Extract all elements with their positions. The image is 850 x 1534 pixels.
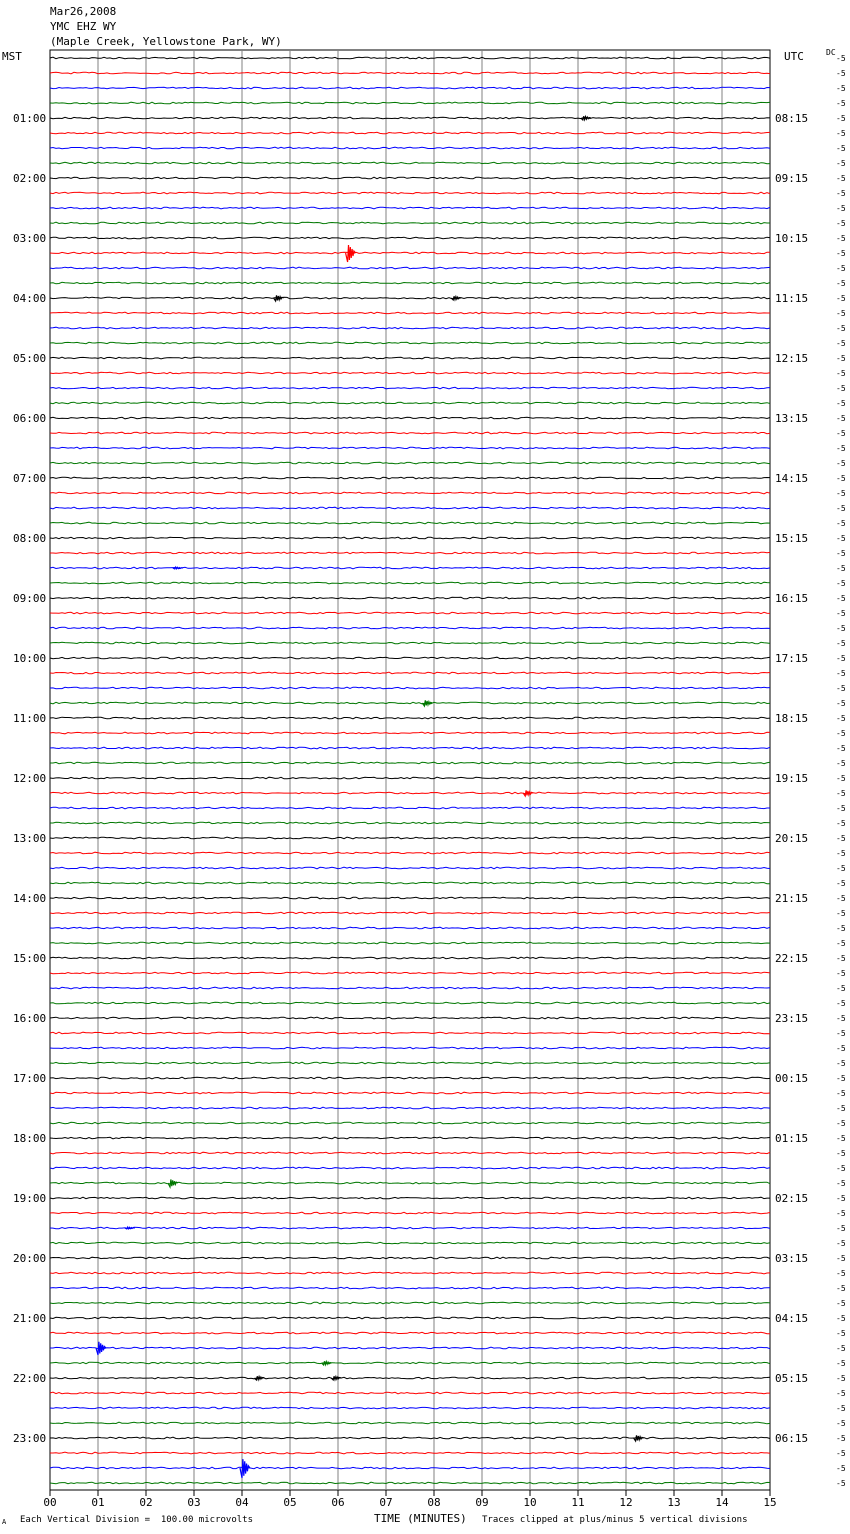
seismic-trace xyxy=(50,357,770,359)
trace-scale-label: -5 xyxy=(836,489,846,498)
seismic-trace xyxy=(50,1272,770,1274)
seismic-trace xyxy=(50,1467,770,1469)
trace-scale-label: -5 xyxy=(836,879,846,888)
seismic-trace xyxy=(50,987,770,989)
seismic-trace xyxy=(50,312,770,314)
left-hour-label: 11:00 xyxy=(13,712,47,725)
seismic-trace xyxy=(50,237,770,239)
seismic-trace xyxy=(50,1047,770,1049)
left-hour-label: 03:00 xyxy=(13,232,47,245)
left-hour-label: 08:00 xyxy=(13,532,47,545)
seismic-trace xyxy=(50,1332,770,1334)
trace-scale-label: -5 xyxy=(836,1104,846,1113)
trace-scale-label: -5 xyxy=(836,924,846,933)
seismic-trace xyxy=(50,432,770,434)
seismic-trace xyxy=(50,252,770,254)
seismic-trace xyxy=(50,297,770,299)
trace-scale-label: -5 xyxy=(836,729,846,738)
seismic-trace xyxy=(50,717,770,719)
left-hour-label: 22:00 xyxy=(13,1372,47,1385)
trace-scale-label: -5 xyxy=(836,1449,846,1458)
seismic-trace xyxy=(50,1287,770,1289)
x-axis-title: TIME (MINUTES) xyxy=(374,1512,467,1525)
trace-scale-label: -5 xyxy=(836,399,846,408)
trace-scale-label: -5 xyxy=(836,894,846,903)
trace-scale-label: -5 xyxy=(836,384,846,393)
trace-scale-label: -5 xyxy=(836,804,846,813)
x-tick-label: 01 xyxy=(91,1496,105,1509)
trace-scale-label: -5 xyxy=(836,159,846,168)
trace-scale-label: -5 xyxy=(836,1089,846,1098)
trace-scale-label: -5 xyxy=(836,669,846,678)
trace-scale-label: -5 xyxy=(836,114,846,123)
seismic-trace xyxy=(50,792,770,794)
seismic-trace xyxy=(50,1302,770,1304)
trace-scale-label: -5 xyxy=(836,129,846,138)
trace-scale-label: -5 xyxy=(836,1134,846,1143)
right-hour-label: 22:15 xyxy=(775,952,809,965)
trace-scale-label: -5 xyxy=(836,1389,846,1398)
x-tick-label: 04 xyxy=(235,1496,249,1509)
right-hour-label: 16:15 xyxy=(775,592,809,605)
seismic-trace xyxy=(50,1107,770,1109)
seismic-trace xyxy=(50,1152,770,1154)
trace-scale-label: -5 xyxy=(836,999,846,1008)
seismic-trace xyxy=(50,1122,770,1124)
x-tick-label: 00 xyxy=(43,1496,57,1509)
trace-scale-label: -5 xyxy=(836,699,846,708)
trace-scale-label: -5 xyxy=(836,354,846,363)
trace-scale-label: -5 xyxy=(836,219,846,228)
trace-scale-label: -5 xyxy=(836,1284,846,1293)
seismic-trace xyxy=(50,1062,770,1064)
seismic-trace xyxy=(50,1197,770,1199)
trace-scale-label: -5 xyxy=(836,279,846,288)
trace-scale-label: -5 xyxy=(836,744,846,753)
x-tick-label: 09 xyxy=(475,1496,489,1509)
trace-scale-label: -5 xyxy=(836,414,846,423)
trace-scale-label: -5 xyxy=(836,519,846,528)
seismic-trace xyxy=(50,1392,770,1394)
seismic-trace xyxy=(50,1482,770,1484)
seismic-trace xyxy=(50,612,770,614)
seismic-trace xyxy=(50,1362,770,1364)
trace-scale-label: -5 xyxy=(836,1374,846,1383)
seismic-trace xyxy=(50,912,770,914)
left-hour-label: 13:00 xyxy=(13,832,47,845)
seismic-trace xyxy=(50,102,770,104)
right-hour-label: 11:15 xyxy=(775,292,809,305)
seismic-trace xyxy=(50,582,770,584)
left-hour-label: 15:00 xyxy=(13,952,47,965)
trace-scale-label: -5 xyxy=(836,654,846,663)
x-tick-label: 13 xyxy=(667,1496,681,1509)
trace-scale-label: -5 xyxy=(836,204,846,213)
x-tick-label: 15 xyxy=(763,1496,777,1509)
seismic-trace xyxy=(50,1347,770,1349)
seismic-trace xyxy=(50,1212,770,1214)
station-location: (Maple Creek, Yellowstone Park, WY) xyxy=(50,35,282,48)
seismic-trace xyxy=(50,372,770,374)
seismic-trace xyxy=(50,387,770,389)
x-tick-label: 07 xyxy=(379,1496,393,1509)
seismic-trace xyxy=(50,972,770,974)
left-hour-label: 21:00 xyxy=(13,1312,47,1325)
trace-scale-label: -5 xyxy=(836,1419,846,1428)
trace-scale-label: -5 xyxy=(836,534,846,543)
trace-scale-label: -5 xyxy=(836,639,846,648)
trace-scale-label: -5 xyxy=(836,939,846,948)
left-hour-label: 14:00 xyxy=(13,892,47,905)
station-code: YMC EHZ WY xyxy=(50,20,117,33)
trace-scale-label: -5 xyxy=(836,444,846,453)
x-tick-label: 05 xyxy=(283,1496,297,1509)
right-hour-label: 19:15 xyxy=(775,772,809,785)
trace-scale-label: -5 xyxy=(836,504,846,513)
trace-scale-label: -5 xyxy=(836,1074,846,1083)
trace-scale-label: -5 xyxy=(836,1434,846,1443)
x-tick-label: 12 xyxy=(619,1496,633,1509)
right-hour-label: 12:15 xyxy=(775,352,809,365)
seismic-trace xyxy=(50,447,770,449)
clip-note: Traces clipped at plus/minus 5 vertical divisions xyxy=(482,1515,748,1525)
trace-scale-label: -5 xyxy=(836,984,846,993)
seismic-trace xyxy=(50,57,770,59)
seismic-trace xyxy=(50,267,770,269)
seismic-trace xyxy=(50,567,770,569)
seismic-trace xyxy=(50,72,770,74)
trace-scale-label: -5 xyxy=(836,69,846,78)
x-tick-label: 10 xyxy=(523,1496,537,1509)
trace-scale-label: -5 xyxy=(836,1194,846,1203)
trace-scale-label: -5 xyxy=(836,1314,846,1323)
trace-scale-label: -5 xyxy=(836,1014,846,1023)
seismic-trace xyxy=(50,1227,770,1229)
trace-scale-label: -5 xyxy=(836,1404,846,1413)
seismic-trace xyxy=(50,777,770,779)
seismic-trace xyxy=(50,327,770,329)
seismic-trace xyxy=(50,147,770,149)
x-tick-label: 02 xyxy=(139,1496,153,1509)
division-scale-note: Each Vertical Division = 100.00 microvolts xyxy=(20,1515,253,1525)
seismic-trace xyxy=(50,417,770,419)
seismic-trace xyxy=(50,1092,770,1094)
trace-scale-label: -5 xyxy=(836,564,846,573)
seismic-trace xyxy=(50,222,770,224)
trace-scale-label: -5 xyxy=(836,594,846,603)
right-hour-label: 21:15 xyxy=(775,892,809,905)
seismic-trace xyxy=(50,672,770,674)
seismic-trace xyxy=(50,162,770,164)
seismic-trace xyxy=(50,1257,770,1259)
trace-scale-label: -5 xyxy=(836,579,846,588)
seismic-trace xyxy=(50,867,770,869)
seismic-trace xyxy=(50,747,770,749)
seismic-trace xyxy=(50,1377,770,1379)
right-hour-label: 09:15 xyxy=(775,172,809,185)
right-hour-label: 08:15 xyxy=(775,112,809,125)
left-hour-label: 18:00 xyxy=(13,1132,47,1145)
seismic-trace xyxy=(50,807,770,809)
seismic-trace xyxy=(50,1077,770,1079)
left-hour-label: 19:00 xyxy=(13,1192,47,1205)
trace-scale-label: -5 xyxy=(836,249,846,258)
seismic-trace xyxy=(50,507,770,509)
right-hour-label: 20:15 xyxy=(775,832,809,845)
right-hour-label: 18:15 xyxy=(775,712,809,725)
left-hour-label: 12:00 xyxy=(13,772,47,785)
right-hour-label: 13:15 xyxy=(775,412,809,425)
seismic-trace xyxy=(50,762,770,764)
seismic-trace xyxy=(50,1182,770,1184)
trace-scale-label: -5 xyxy=(836,1329,846,1338)
trace-scale-label: -5 xyxy=(836,1239,846,1248)
seismic-trace xyxy=(50,192,770,194)
trace-scale-label: -5 xyxy=(836,1464,846,1473)
seismic-trace xyxy=(50,1452,770,1454)
trace-scale-label: -5 xyxy=(836,1359,846,1368)
trace-scale-label: -5 xyxy=(836,549,846,558)
trace-scale-label: -5 xyxy=(836,459,846,468)
trace-scale-label: -5 xyxy=(836,1344,846,1353)
trace-scale-label: -5 xyxy=(836,954,846,963)
seismic-trace xyxy=(50,552,770,554)
right-hour-label: 01:15 xyxy=(775,1132,809,1145)
left-hour-label: 06:00 xyxy=(13,412,47,425)
trace-scale-label: -5 xyxy=(836,369,846,378)
seismic-trace xyxy=(50,177,770,179)
left-hour-label: 10:00 xyxy=(13,652,47,665)
trace-scale-label: -5 xyxy=(836,294,846,303)
seismic-trace xyxy=(50,1317,770,1319)
right-hour-label: 15:15 xyxy=(775,532,809,545)
right-hour-label: 06:15 xyxy=(775,1432,809,1445)
x-tick-label: 06 xyxy=(331,1496,345,1509)
x-tick-label: 11 xyxy=(571,1496,585,1509)
seismic-trace xyxy=(50,1242,770,1244)
seismic-trace xyxy=(50,1017,770,1019)
right-hour-label: 23:15 xyxy=(775,1012,809,1025)
trace-scale-label: -5 xyxy=(836,309,846,318)
seismic-trace xyxy=(50,627,770,629)
trace-scale-label: -5 xyxy=(836,1224,846,1233)
trace-scale-label: -5 xyxy=(836,909,846,918)
trace-scale-label: -5 xyxy=(836,1164,846,1173)
trace-scale-label: -5 xyxy=(836,1179,846,1188)
trace-scale-label: -5 xyxy=(836,1209,846,1218)
seismic-trace xyxy=(50,522,770,524)
x-tick-label: 14 xyxy=(715,1496,729,1509)
right-hour-label: 17:15 xyxy=(775,652,809,665)
right-hour-label: 10:15 xyxy=(775,232,809,245)
seismic-trace xyxy=(50,402,770,404)
right-timezone-label: UTC xyxy=(784,50,804,63)
seismic-trace xyxy=(50,927,770,929)
seismic-trace xyxy=(50,597,770,599)
trace-scale-label: -5 xyxy=(836,969,846,978)
seismic-trace xyxy=(50,342,770,344)
trace-scale-label: -5 xyxy=(836,834,846,843)
seismic-trace xyxy=(50,477,770,479)
seismic-trace xyxy=(50,957,770,959)
x-tick-label: 03 xyxy=(187,1496,201,1509)
corner-mark: A xyxy=(2,1518,7,1526)
seismic-trace xyxy=(50,897,770,899)
seismic-trace xyxy=(50,117,770,119)
trace-scale-label: -5 xyxy=(836,609,846,618)
trace-scale-label: -5 xyxy=(836,1119,846,1128)
left-hour-label: 23:00 xyxy=(13,1432,47,1445)
seismic-trace xyxy=(50,732,770,734)
trace-scale-label: -5 xyxy=(836,429,846,438)
trace-scale-label: -5 xyxy=(836,99,846,108)
seismic-trace xyxy=(50,492,770,494)
left-hour-label: 17:00 xyxy=(13,1072,47,1085)
left-hour-label: 01:00 xyxy=(13,112,47,125)
seismic-trace xyxy=(50,942,770,944)
x-tick-label: 08 xyxy=(427,1496,441,1509)
trace-scale-label: -5 xyxy=(836,684,846,693)
trace-scale-label: -5 xyxy=(836,789,846,798)
trace-scale-label: -5 xyxy=(836,324,846,333)
seismic-trace xyxy=(50,702,770,704)
seismic-trace xyxy=(50,657,770,659)
seismic-trace xyxy=(50,132,770,134)
dc-label: DC xyxy=(826,48,836,57)
trace-scale-label: -5 xyxy=(836,339,846,348)
seismic-trace xyxy=(50,687,770,689)
left-hour-label: 05:00 xyxy=(13,352,47,365)
trace-scale-label: -5 xyxy=(836,189,846,198)
trace-scale-label: -5 xyxy=(836,819,846,828)
seismic-trace xyxy=(50,87,770,89)
trace-scale-label: -5 xyxy=(836,714,846,723)
trace-scale-label: -5 xyxy=(836,774,846,783)
left-hour-label: 09:00 xyxy=(13,592,47,605)
right-hour-label: 14:15 xyxy=(775,472,809,485)
trace-scale-label: -5 xyxy=(836,84,846,93)
trace-scale-label: -5 xyxy=(836,864,846,873)
seismic-trace xyxy=(50,852,770,854)
left-hour-label: 07:00 xyxy=(13,472,47,485)
trace-scale-label: -5 xyxy=(836,624,846,633)
seismic-trace xyxy=(50,1422,770,1424)
right-hour-label: 05:15 xyxy=(775,1372,809,1385)
right-hour-label: 03:15 xyxy=(775,1252,809,1265)
trace-scale-label: -5 xyxy=(836,144,846,153)
trace-scale-label: -5 xyxy=(836,1269,846,1278)
trace-scale-label: -5 xyxy=(836,264,846,273)
seismic-trace xyxy=(50,1032,770,1034)
right-hour-label: 02:15 xyxy=(775,1192,809,1205)
right-hour-label: 04:15 xyxy=(775,1312,809,1325)
trace-scale-label: -5 xyxy=(836,234,846,243)
trace-scale-label: -5 xyxy=(836,54,846,63)
trace-scale-label: -5 xyxy=(836,849,846,858)
trace-scale-label: -5 xyxy=(836,1299,846,1308)
seismic-trace xyxy=(50,462,770,464)
left-timezone-label: MST xyxy=(2,50,22,63)
left-hour-label: 02:00 xyxy=(13,172,47,185)
trace-scale-label: -5 xyxy=(836,174,846,183)
seismic-trace xyxy=(50,1137,770,1139)
trace-scale-label: -5 xyxy=(836,1149,846,1158)
right-hour-label: 00:15 xyxy=(775,1072,809,1085)
left-hour-label: 16:00 xyxy=(13,1012,47,1025)
left-hour-label: 20:00 xyxy=(13,1252,47,1265)
seismic-trace xyxy=(50,282,770,284)
left-hour-label: 04:00 xyxy=(13,292,47,305)
seismic-trace xyxy=(50,1167,770,1169)
seismic-trace xyxy=(50,207,770,209)
seismic-trace xyxy=(50,1407,770,1409)
seismic-trace xyxy=(50,1437,770,1439)
trace-scale-label: -5 xyxy=(836,1254,846,1263)
trace-scale-label: -5 xyxy=(836,1029,846,1038)
seismic-trace xyxy=(50,1002,770,1004)
trace-scale-label: -5 xyxy=(836,759,846,768)
trace-scale-label: -5 xyxy=(836,1059,846,1068)
trace-scale-label: -5 xyxy=(836,1044,846,1053)
trace-scale-label: -5 xyxy=(836,474,846,483)
seismic-event xyxy=(168,1179,178,1187)
trace-scale-label: -5 xyxy=(836,1479,846,1488)
seismic-trace xyxy=(50,822,770,824)
seismic-trace xyxy=(50,882,770,884)
plot-date: Mar26,2008 xyxy=(50,5,117,18)
seismic-trace xyxy=(50,642,770,644)
seismic-trace xyxy=(50,537,770,539)
seismic-trace xyxy=(50,837,770,839)
